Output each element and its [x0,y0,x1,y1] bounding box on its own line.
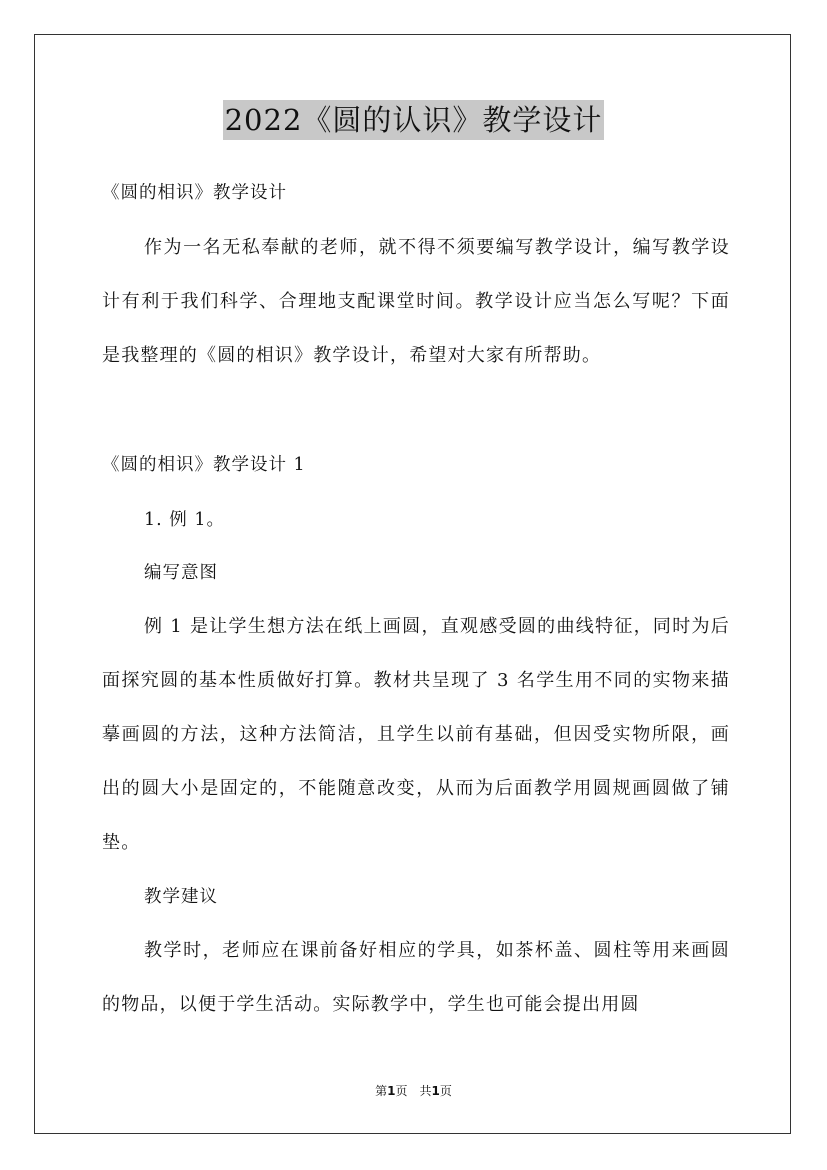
title-container [0,100,827,140]
footer-mid: 页 共 [395,1084,432,1098]
document-title: 2022《圆的认识》教学设计 [223,100,605,140]
footer-total-pages: 1 [431,1084,440,1098]
paragraph-suggestion: 教学时，老师应在课前备好相应的学具，如茶杯盖、圆柱等用来画圆的物品，以便于学生活动。实际教学中，学生也可能会提出用圆 [102,940,730,1015]
footer-suffix: 页 [439,1084,452,1098]
sub-heading-suggestion: 教学建议 [144,887,218,907]
footer-prefix: 第 [375,1084,388,1098]
footer-current-page: 1 [387,1084,396,1098]
sub-heading-intent: 编写意图 [144,563,218,583]
page-footer [0,1083,827,1099]
list-item: 1. 例 1。 [144,510,225,530]
paragraph-intent: 例 1 是让学生想方法在纸上画圆，直观感受圆的曲线特征，同时为后面探究圆的基本性质做好打算。教材共呈现了 3 名学生用不同的实物来描摹画圆的方法，这种方法简洁，且学生以前有基础，但因受实物所限，画出的圆大小是固定的，不能随意改变，从而为后面教学用圆规画圆做了铺垫。 [102,616,730,853]
document-subtitle: 《圆的相识》教学设计 [102,183,287,203]
intro-paragraph: 作为一名无私奉献的老师，就不得不须要编写教学设计，编写教学设计有利于我们科学、合理地支配课堂时间。教学设计应当怎么写呢？下面是我整理的《圆的相识》教学设计，希望对大家有所帮助。 [102,237,730,366]
section-heading: 《圆的相识》教学设计 1 [102,455,306,475]
